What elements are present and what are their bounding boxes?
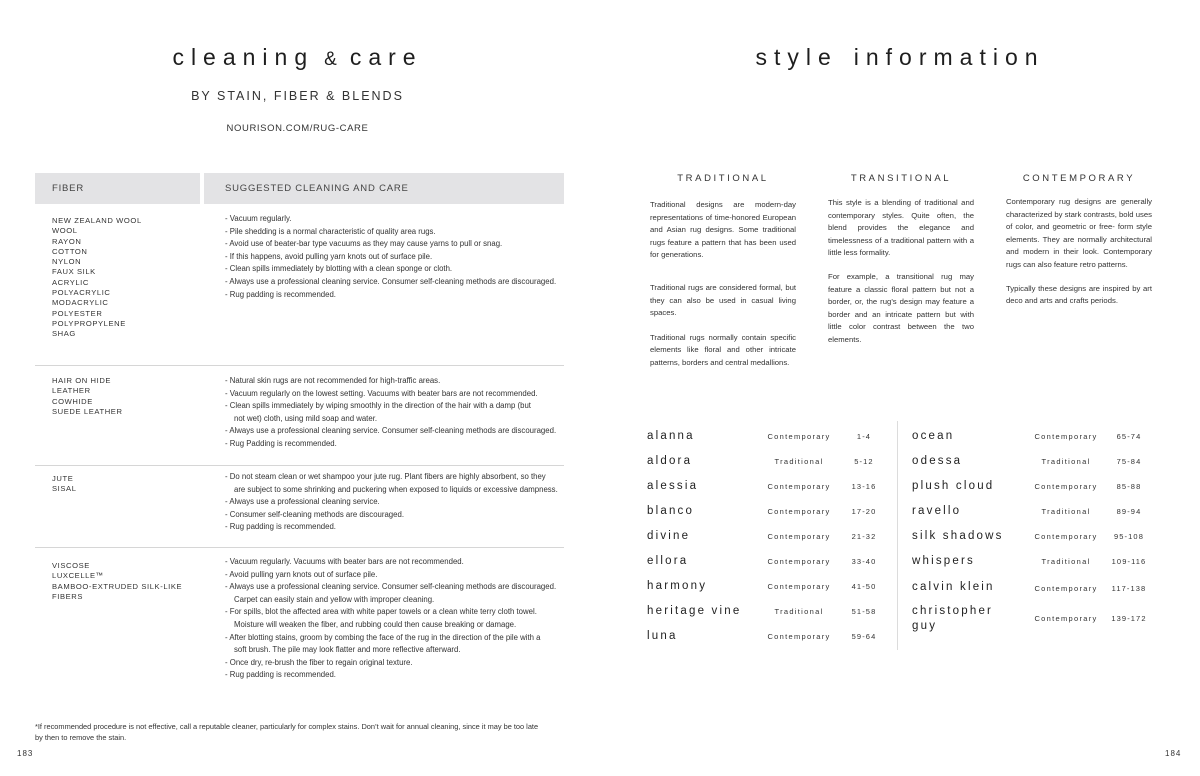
style-list-divider — [897, 421, 898, 650]
footnote — [35, 722, 555, 743]
care-item: - Do not steam clean or wet shampoo your jute rug. Plant fibers are highly absorbent, so they — [225, 472, 546, 481]
care-item: - Clean spills immediately by blotting with a clean sponge or cloth. — [225, 264, 453, 274]
care-list-group-1 — [225, 213, 570, 301]
style-pages: 13-16 — [851, 482, 877, 491]
style-pages: 139-172 — [1111, 614, 1147, 623]
fiber-list-group-2 — [52, 376, 123, 417]
style-type: Traditional — [774, 607, 824, 616]
care-item: Moisture will weaken the fiber, and rubbing could then cause breaking or damage. — [234, 619, 517, 629]
group-divider — [35, 465, 564, 466]
care-item: - Always use a professional cleaning service. Consumer self-cleaning methods are discouraged. — [225, 582, 557, 592]
style-type: Contemporary — [767, 432, 831, 441]
fiber-item: RAYON — [52, 236, 82, 246]
transitional-description — [828, 197, 974, 358]
fiber-item: SISAL — [52, 484, 77, 494]
care-item: - Avoid pulling yarn knots out of surface pile. — [225, 569, 378, 579]
traditional-heading: TRADITIONAL — [677, 173, 769, 184]
style-type: Contemporary — [767, 582, 831, 591]
footnote-line: by then to remove the stain. — [35, 732, 127, 742]
style-type: Contemporary — [1034, 614, 1098, 623]
style-type: Contemporary — [767, 632, 831, 641]
style-name: plush cloud — [912, 480, 995, 492]
footnote-line: *If recommended procedure is not effective, call a reputable cleaner, particularly for complex stains. Don’t wait for annual cleaning, since it may be too late — [35, 722, 539, 731]
care-item: - Always use a professional cleaning service. — [225, 497, 380, 507]
care-item: - Vacuum regularly. Vacuums with beater bars are not recommended. — [225, 557, 464, 566]
fiber-item: FIBERS — [52, 591, 84, 601]
fiber-list-group-1 — [52, 216, 142, 340]
description-paragraph: For example, a transitional rug may feature a classic floral pattern but not a border, or, the rug’s design may feature a border and an intricate pattern but with little color contrast between the two elements. — [828, 271, 974, 344]
style-pages: 41-50 — [851, 582, 877, 591]
style-name: blanco — [647, 505, 695, 517]
style-name: alessia — [647, 480, 699, 492]
style-name: christopher guy — [912, 605, 994, 632]
description-paragraph: Traditional rugs normally contain specific elements like floral and other intricate patterns, borders and central medallions. — [650, 332, 796, 367]
care-list-group-4 — [225, 556, 570, 682]
title-word-information: information — [853, 44, 1045, 70]
style-pages: 89-94 — [1116, 507, 1142, 516]
title-word-care: care — [349, 44, 423, 70]
group-divider — [35, 365, 564, 366]
traditional-description — [650, 199, 796, 381]
style-pages: 21-32 — [851, 532, 877, 541]
fiber-item: POLYACRYLIC — [52, 288, 111, 298]
care-item: - Pile shedding is a normal characteristic of quality area rugs. — [225, 226, 436, 236]
care-item: - After blotting stains, groom by combing the face of the rug in the direction of the pile with a — [225, 632, 541, 642]
style-type: Contemporary — [1034, 432, 1098, 441]
style-type: Contemporary — [767, 532, 831, 541]
fiber-item: FAUX SILK — [52, 267, 96, 277]
style-name: odessa — [912, 455, 963, 467]
style-type: Contemporary — [767, 557, 831, 566]
contemporary-heading: CONTEMPORARY — [1022, 173, 1136, 184]
care-item: soft brush. The pile may look flatter and more reflective afterward. — [234, 645, 461, 655]
fiber-item: SUEDE LEATHER — [52, 406, 123, 416]
fiber-item: NEW ZEALAND WOOL — [52, 216, 142, 225]
group-divider — [35, 547, 564, 548]
fiber-list-group-3 — [52, 474, 77, 495]
care-item: - Once dry, re-brush the fiber to regain original texture. — [225, 657, 413, 667]
style-type: Contemporary — [1034, 532, 1098, 541]
style-type: Contemporary — [1034, 482, 1098, 491]
care-item: are subject to some shrinking and puckering when exposed to liquids or excessive dampness. — [234, 484, 558, 494]
title-ampersand: & — [324, 49, 340, 70]
care-item: - Clean spills immediately by wiping smoothly in the direction of the hair with a damp (but — [225, 401, 531, 411]
style-type: Contemporary — [1034, 584, 1098, 593]
style-pages: 51-58 — [851, 607, 877, 616]
care-item: - Rug Padding is recommended. — [225, 438, 337, 448]
style-type: Traditional — [1041, 557, 1091, 566]
style-name: luna — [647, 630, 678, 642]
fiber-item: LUXCELLE™ — [52, 571, 104, 581]
style-name: aldora — [647, 455, 693, 467]
care-column-header: SUGGESTED CLEANING AND CARE — [204, 173, 564, 204]
style-type: Traditional — [774, 457, 824, 466]
page-number-right: 184 — [1165, 749, 1182, 758]
care-item: Carpet can easily stain and yellow with improper cleaning. — [234, 594, 435, 604]
style-type: Contemporary — [767, 507, 831, 516]
description-paragraph: Traditional designs are modern-day representations of time-honored European and Asian rug designs. Some traditional rugs feature a pattern that has been used for generations. — [650, 200, 796, 260]
style-name: heritage vine — [647, 605, 742, 617]
care-item: - Rug padding is recommended. — [225, 289, 336, 299]
style-pages: 33-40 — [851, 557, 877, 566]
fiber-item: COWHIDE — [52, 396, 93, 406]
care-item: not wet) cloth, using mild soap and water. — [234, 413, 378, 423]
cleaning-care-title — [0, 44, 595, 71]
style-name: ellora — [647, 555, 689, 567]
care-item: - For spills, blot the affected area with white paper towels or a clean white terry cloth towel. — [225, 607, 537, 617]
rug-care-url[interactable]: NOURISON.COM/RUG-CARE — [226, 123, 369, 134]
care-item: - Always use a professional cleaning service. Consumer self-cleaning methods are discouraged. — [225, 426, 557, 436]
style-pages: 109-116 — [1111, 557, 1147, 566]
style-pages: 95-108 — [1114, 532, 1144, 541]
care-item: - Natural skin rugs are not recommended for high-traffic areas. — [225, 376, 441, 385]
description-paragraph: Typically these designs are inspired by art deco and arts and crafts periods. — [1006, 283, 1152, 306]
style-pages: 85-88 — [1116, 482, 1142, 491]
style-name: silk shadows — [912, 530, 1004, 542]
care-item: - Rug padding is recommended. — [225, 522, 336, 532]
fiber-item: BAMBOO-EXTRUDED SILK-LIKE — [52, 581, 183, 591]
style-name: ravello — [912, 505, 962, 517]
title-word-cleaning: cleaning — [172, 44, 315, 70]
care-item: - Vacuum regularly on the lowest setting. Vacuums with beater bars are not recommended. — [225, 388, 538, 398]
style-type: Traditional — [1041, 507, 1091, 516]
style-type: Contemporary — [767, 482, 831, 491]
style-pages: 5-12 — [854, 457, 874, 466]
style-pages: 75-84 — [1116, 457, 1142, 466]
fiber-item: WOOL — [52, 226, 78, 236]
style-name: divine — [647, 530, 691, 542]
care-item: - Rug padding is recommended. — [225, 670, 336, 680]
fiber-column-header: FIBER — [35, 173, 200, 204]
fiber-item: MODACRYLIC — [52, 298, 109, 308]
style-pages: 17-20 — [851, 507, 877, 516]
style-pages: 1-4 — [856, 432, 872, 441]
style-name: ocean — [912, 430, 955, 442]
care-item: - Consumer self-cleaning methods are discouraged. — [225, 509, 404, 519]
page-number-left: 183 — [17, 749, 34, 758]
style-name: harmony — [647, 580, 708, 592]
fiber-item: NYLON — [52, 257, 82, 267]
fiber-item: ACRYLIC — [52, 277, 89, 287]
description-paragraph: Contemporary rug designs are generally characterized by stark contrasts, bold uses of color, and geometric or free- form style elements. They are normally architectural and modern in their look. Contemporary rugs can also feature retro patterns. — [1006, 197, 1152, 269]
style-type: Traditional — [1041, 457, 1091, 466]
care-item: - Always use a professional cleaning service. Consumer self-cleaning methods are discouraged. — [225, 276, 557, 286]
description-paragraph: This style is a blending of traditional and contemporary styles. Quite often, the blend provides the elegance and timelessness of a traditional pattern with a little less formality. — [828, 198, 974, 258]
style-name: whispers — [912, 555, 975, 567]
style-name: calvin klein — [912, 581, 995, 593]
fiber-item: POLYESTER — [52, 308, 103, 318]
description-paragraph: Traditional rugs are considered formal, but they can also be used in casual living spaces. — [650, 282, 796, 318]
cleaning-subtitle: BY STAIN, FIBER & BLENDS — [191, 89, 404, 103]
fiber-item: POLYPROPYLENE — [52, 318, 126, 328]
fiber-item: SHAG — [52, 329, 76, 339]
style-pages: 65-74 — [1116, 432, 1142, 441]
care-item: - If this happens, avoid pulling yarn knots out of surface pile. — [225, 251, 433, 261]
fiber-item: COTTON — [52, 246, 88, 256]
care-list-group-2 — [225, 375, 570, 451]
contemporary-description — [1006, 196, 1152, 319]
care-item: - Avoid use of beater-bar type vacuums as they may cause yarns to pull or snag. — [225, 239, 503, 249]
care-list-group-3 — [225, 471, 570, 534]
fiber-item: LEATHER — [52, 386, 91, 396]
style-name: alanna — [647, 430, 695, 442]
style-information-title — [600, 44, 1200, 71]
title-word-style: style — [755, 44, 838, 70]
fiber-item: HAIR ON HIDE — [52, 376, 112, 385]
fiber-list-group-4 — [52, 561, 182, 602]
transitional-heading: TRANSITIONAL — [850, 173, 952, 184]
style-pages: 59-64 — [851, 632, 877, 641]
care-item: - Vacuum regularly. — [225, 214, 292, 223]
fiber-item: VISCOSE — [52, 561, 90, 570]
style-pages: 117-138 — [1111, 584, 1147, 593]
fiber-item: JUTE — [52, 474, 74, 483]
